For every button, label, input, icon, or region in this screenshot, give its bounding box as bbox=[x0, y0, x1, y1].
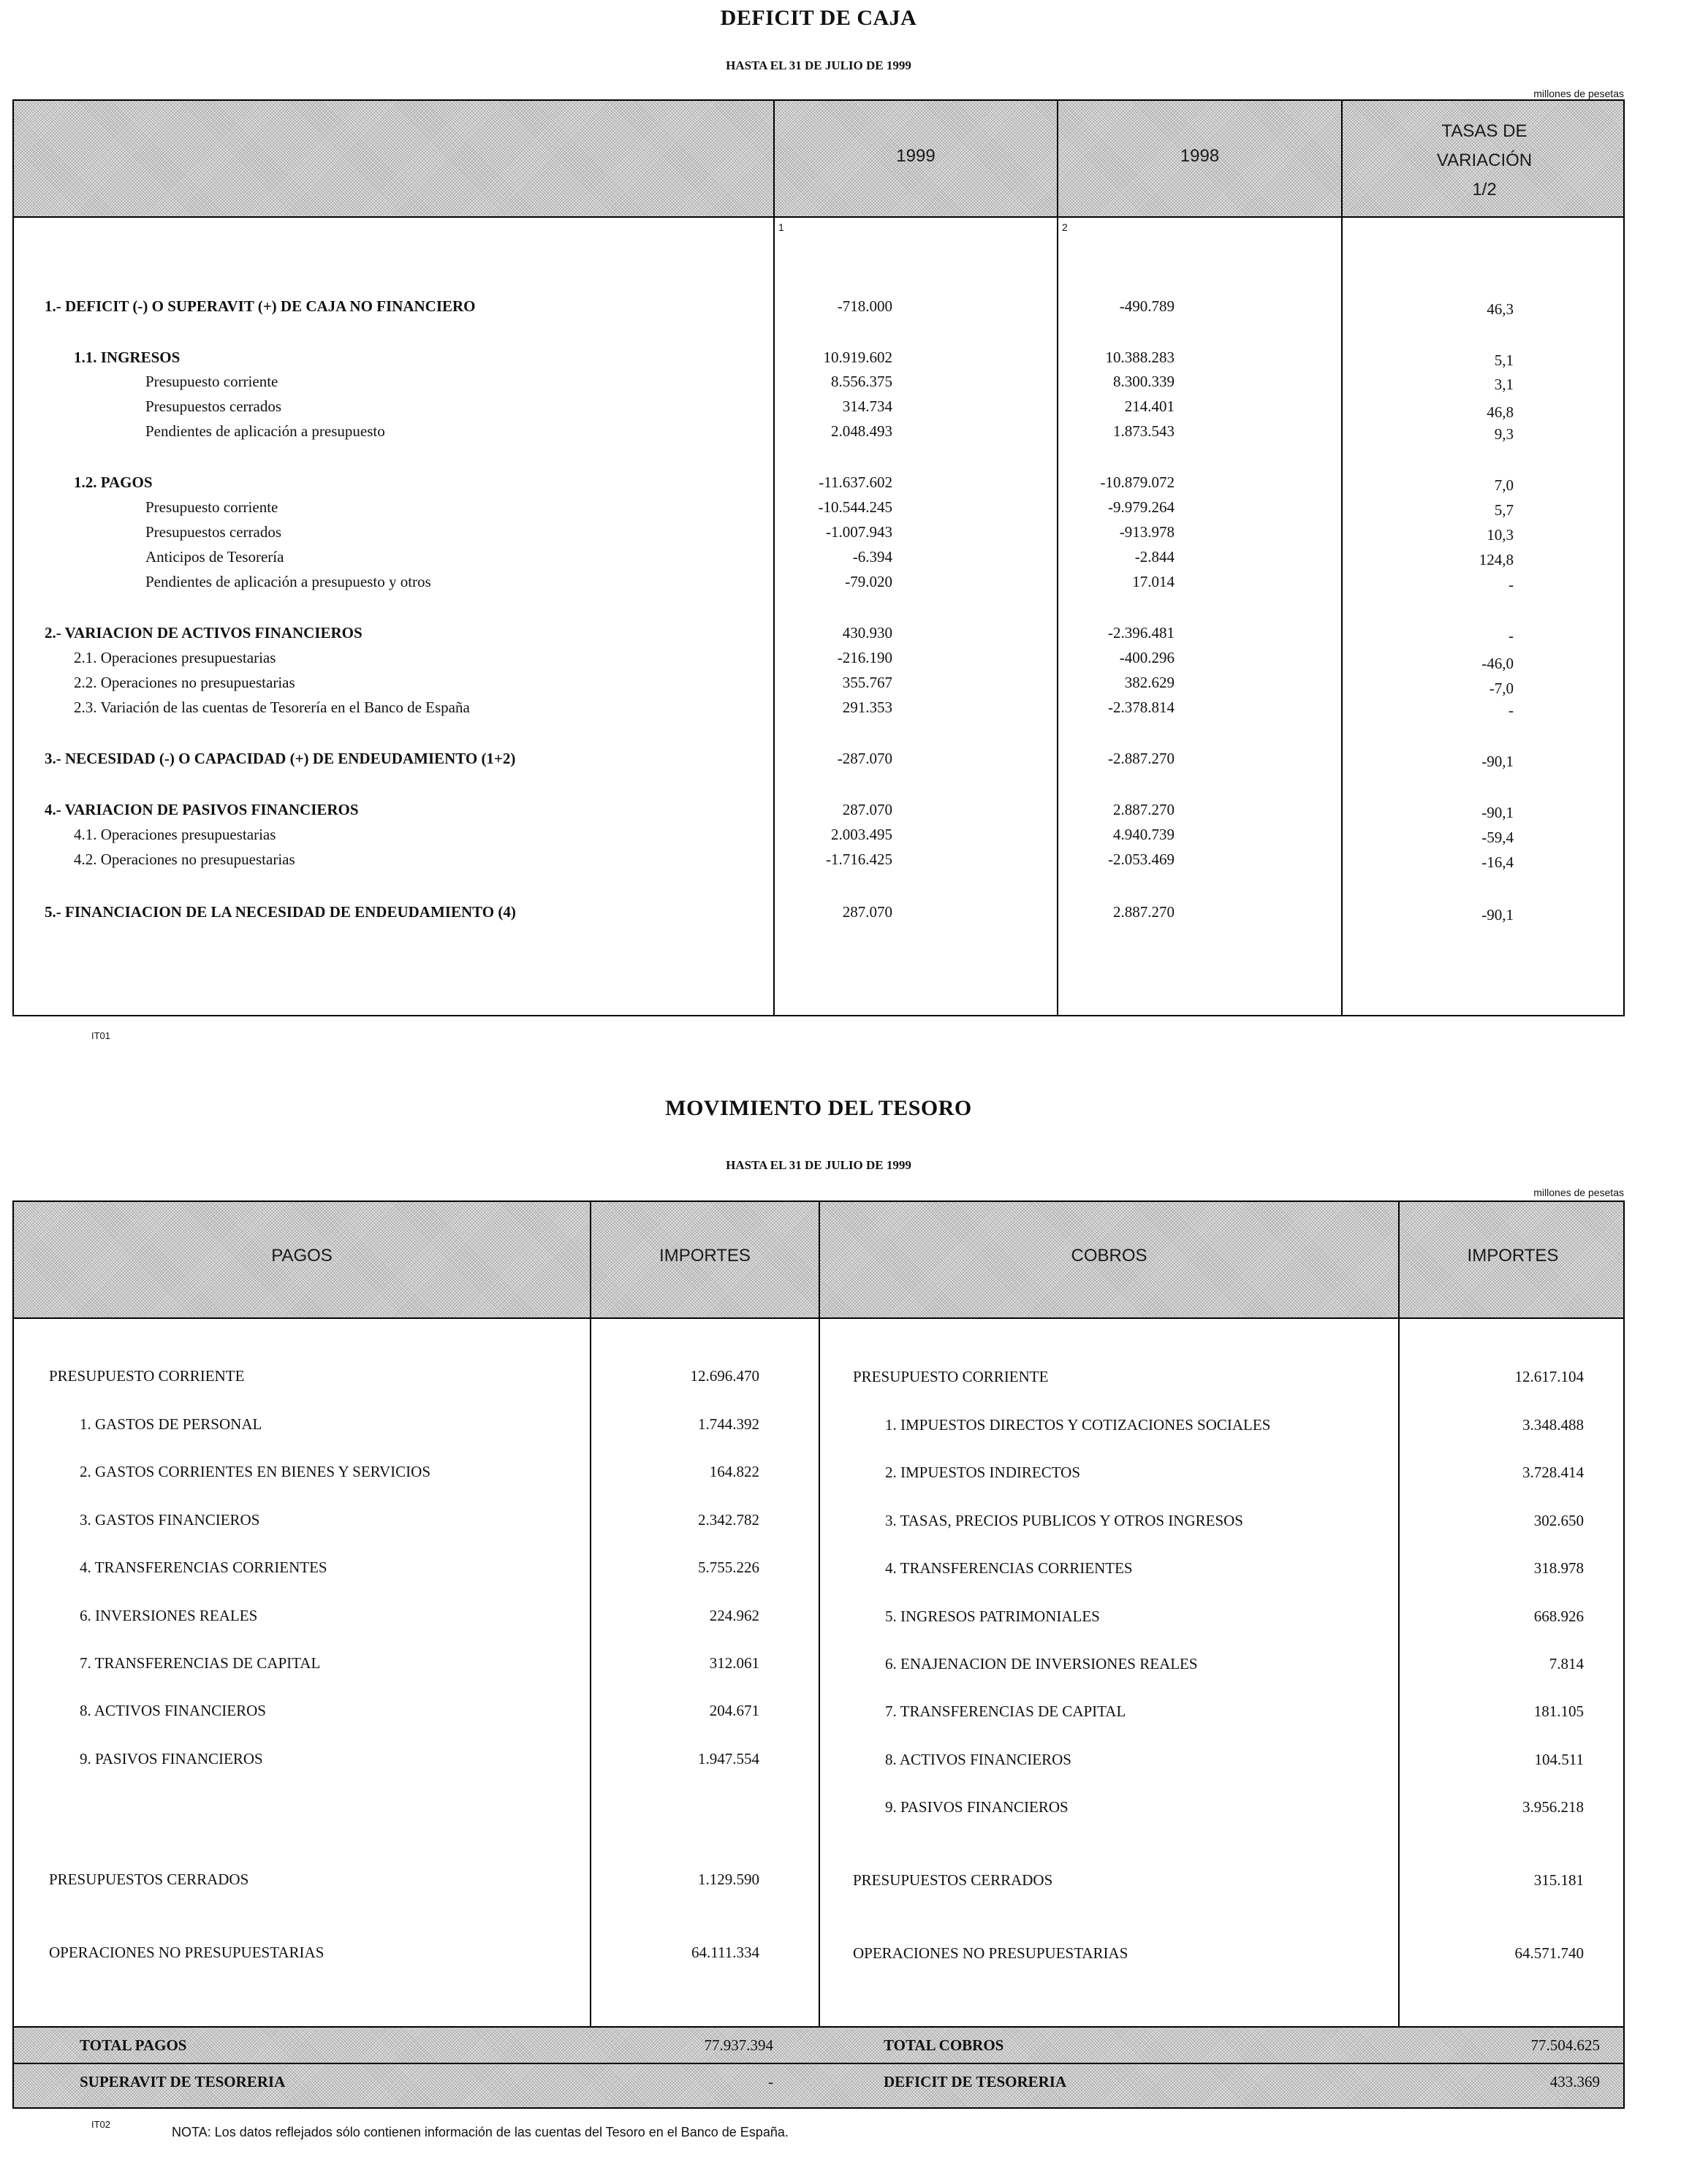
units-label: millones de pesetas bbox=[1533, 88, 1624, 99]
value-1999: -1.716.425 bbox=[826, 851, 892, 868]
total-pagos-label: TOTAL PAGOS bbox=[80, 2036, 187, 2054]
pagos-label: OPERACIONES NO PRESUPUESTARIAS bbox=[49, 1944, 325, 1961]
value-1998: -10.879.072 bbox=[1100, 473, 1175, 491]
value-1999: -6.394 bbox=[852, 548, 892, 566]
rate-variacion: 46,8 bbox=[1487, 403, 1514, 421]
value-1999: -287.070 bbox=[837, 750, 892, 767]
rate-variacion: - bbox=[1509, 701, 1514, 719]
value-1999: 314.734 bbox=[842, 397, 892, 415]
rate-variacion: 46,3 bbox=[1487, 300, 1514, 318]
cobros-value: 12.617.104 bbox=[1514, 1368, 1584, 1385]
deficit-caja-title: DEFICIT DE CAJA bbox=[720, 6, 917, 30]
pagos-value: 2.342.782 bbox=[698, 1511, 759, 1529]
cobros-row bbox=[14, 1942, 1623, 1964]
rate-variacion: - bbox=[1509, 576, 1514, 593]
value-1998: 8.300.339 bbox=[1113, 373, 1175, 390]
saldo-row bbox=[14, 2063, 1623, 2107]
value-1999: 355.767 bbox=[842, 674, 892, 691]
pagos-label: 6. INVERSIONES REALES bbox=[80, 1607, 258, 1624]
table-row bbox=[14, 749, 1623, 768]
row-label: 3.- NECESIDAD (-) O CAPACIDAD (+) DE ENDEUDAMIENTO (1+2) bbox=[45, 750, 516, 767]
value-1998: 214.401 bbox=[1124, 397, 1175, 415]
pagos-value: 1.129.590 bbox=[698, 1871, 759, 1888]
row-label: Pendientes de aplicación a presupuesto bbox=[145, 422, 385, 440]
table-row bbox=[14, 572, 1623, 591]
rate-variacion: -16,4 bbox=[1481, 853, 1514, 871]
deficit-caja-table bbox=[12, 99, 1625, 1016]
cobros-label: 4. TRANSFERENCIAS CORRIENTES bbox=[885, 1559, 1133, 1577]
cobros-label: 2. IMPUESTOS INDIRECTOS bbox=[885, 1464, 1081, 1481]
value-1998: -490.789 bbox=[1119, 297, 1175, 315]
table-code-it02: IT02 bbox=[91, 2119, 111, 2130]
table-row bbox=[14, 297, 1623, 316]
rate-variacion: 7,0 bbox=[1494, 476, 1514, 494]
pagos-value: 164.822 bbox=[709, 1463, 759, 1480]
table-row bbox=[14, 825, 1623, 844]
cobros-row bbox=[14, 1700, 1623, 1722]
row-label: Anticipos de Tesorería bbox=[145, 548, 284, 566]
rate-variacion: -7,0 bbox=[1489, 680, 1514, 697]
cobros-label: 1. IMPUESTOS DIRECTOS Y COTIZACIONES SOCIALES bbox=[885, 1416, 1271, 1434]
cobros-value: 668.926 bbox=[1533, 1607, 1584, 1625]
value-1998: 1.873.543 bbox=[1113, 422, 1175, 440]
row-label: Pendientes de aplicación a presupuesto y otros bbox=[145, 573, 431, 590]
value-1998: 10.388.283 bbox=[1105, 349, 1175, 366]
table-code-it01: IT01 bbox=[91, 1030, 111, 1041]
pagos-label: 3. GASTOS FINANCIEROS bbox=[80, 1511, 260, 1529]
rate-variacion: -90,1 bbox=[1481, 906, 1514, 924]
row-label: 2.1. Operaciones presupuestarias bbox=[74, 649, 276, 666]
table-row bbox=[14, 498, 1623, 517]
pagos-label: 2. GASTOS CORRIENTES EN BIENES Y SERVICIOS bbox=[80, 1463, 430, 1480]
header-tasas-line3: 1/2 bbox=[1472, 180, 1497, 199]
nota-text: NOTA: Los datos reflejados sólo contienen información de las cuentas del Tesoro en el Banco de España. bbox=[172, 2125, 789, 2139]
table-row bbox=[14, 902, 1623, 924]
pagos-value: 12.696.470 bbox=[690, 1367, 759, 1385]
col-number-2: 2 bbox=[1062, 221, 1068, 233]
cobros-label: 9. PASIVOS FINANCIEROS bbox=[885, 1798, 1069, 1816]
rate-variacion: 5,7 bbox=[1494, 501, 1514, 519]
table-row bbox=[14, 648, 1623, 672]
cobros-row bbox=[14, 1653, 1623, 1675]
row-label: 1.- DEFICIT (-) O SUPERAVIT (+) DE CAJA NO FINANCIERO bbox=[45, 297, 476, 315]
value-1998: 2.887.270 bbox=[1113, 801, 1175, 818]
value-1999: 430.930 bbox=[842, 624, 892, 642]
row-label: 4.2. Operaciones no presupuestarias bbox=[74, 851, 295, 868]
cobros-row bbox=[14, 1557, 1623, 1579]
value-1999: -1.007.943 bbox=[826, 523, 892, 541]
value-1998: -2.378.814 bbox=[1108, 699, 1175, 716]
value-1999: 287.070 bbox=[842, 801, 892, 818]
value-1998: -400.296 bbox=[1119, 649, 1175, 666]
table-row bbox=[14, 800, 1623, 819]
cobros-row bbox=[14, 1869, 1623, 1891]
rate-variacion: -90,1 bbox=[1481, 753, 1514, 770]
cobros-value: 318.978 bbox=[1533, 1559, 1584, 1577]
row-label: 2.3. Variación de las cuentas de Tesorería en el Banco de España bbox=[74, 699, 470, 716]
rate-variacion: - bbox=[1509, 627, 1514, 644]
pagos-value: 204.671 bbox=[709, 1702, 759, 1719]
cobros-row bbox=[14, 1796, 1623, 1818]
header-cobros: COBROS bbox=[1071, 1246, 1147, 1266]
row-label: 1.2. PAGOS bbox=[74, 473, 153, 491]
deficit-value: 433.369 bbox=[1549, 2073, 1600, 2090]
rate-variacion: -59,4 bbox=[1481, 829, 1514, 846]
value-1999: 2.003.495 bbox=[831, 826, 892, 843]
row-label: Presupuesto corriente bbox=[145, 373, 278, 390]
value-1999: -11.637.602 bbox=[819, 473, 892, 491]
row-label: Presupuestos cerrados bbox=[145, 397, 282, 415]
table-row bbox=[14, 698, 1623, 717]
row-label: Presupuestos cerrados bbox=[145, 523, 282, 541]
superavit-label: SUPERAVIT DE TESORERIA bbox=[80, 2073, 286, 2090]
table-row bbox=[14, 850, 1623, 869]
cobros-value: 302.650 bbox=[1533, 1512, 1584, 1529]
rate-variacion: 9,3 bbox=[1494, 425, 1514, 443]
cobros-label: OPERACIONES NO PRESUPUESTARIAS bbox=[853, 1944, 1128, 1962]
table-row bbox=[14, 372, 1623, 391]
value-1998: 17.014 bbox=[1132, 573, 1175, 590]
row-label: 5.- FINANCIACION DE LA NECESIDAD DE ENDEUDAMIENTO (4) bbox=[45, 903, 516, 921]
table-row bbox=[14, 473, 1623, 492]
cobros-row bbox=[14, 1749, 1623, 1770]
cobros-value: 3.956.218 bbox=[1522, 1798, 1584, 1816]
movimiento-tesoro-subtitle: HASTA EL 31 DE JULIO DE 1999 bbox=[726, 1158, 911, 1172]
cobros-value: 3.728.414 bbox=[1522, 1464, 1584, 1481]
value-1999: -216.190 bbox=[837, 649, 892, 666]
header-pagos: PAGOS bbox=[271, 1246, 333, 1266]
row-label: 2.2. Operaciones no presupuestarias bbox=[74, 674, 295, 691]
row-label: 4.- VARIACION DE PASIVOS FINANCIEROS bbox=[45, 801, 359, 818]
header-tasas-line2: VARIACIÓN bbox=[1436, 151, 1533, 170]
cobros-label: 7. TRANSFERENCIAS DE CAPITAL bbox=[885, 1702, 1126, 1720]
table-row bbox=[14, 348, 1623, 367]
header-tasas bbox=[1343, 117, 1626, 205]
cobros-label: PRESUPUESTOS CERRADOS bbox=[853, 1871, 1053, 1889]
value-1999: -718.000 bbox=[837, 297, 892, 315]
table-row bbox=[14, 422, 1623, 441]
deficit-label: DEFICIT DE TESORERIA bbox=[884, 2073, 1067, 2090]
col-number-1: 1 bbox=[778, 221, 784, 233]
pagos-value: 64.111.334 bbox=[691, 1944, 759, 1961]
value-1999: 291.353 bbox=[842, 699, 892, 716]
total-cobros-label: TOTAL COBROS bbox=[884, 2036, 1004, 2054]
row-label: Presupuesto corriente bbox=[145, 498, 278, 516]
table-row bbox=[14, 522, 1623, 544]
value-1998: -2.887.270 bbox=[1108, 750, 1175, 767]
header-importes-cobros: IMPORTES bbox=[1467, 1246, 1559, 1266]
table-row bbox=[14, 547, 1623, 566]
pagos-value: 312.061 bbox=[709, 1654, 759, 1672]
movimiento-tesoro-table bbox=[12, 1201, 1625, 2109]
cobros-value: 315.181 bbox=[1533, 1871, 1584, 1889]
pagos-label: 9. PASIVOS FINANCIEROS bbox=[80, 1750, 263, 1768]
value-1998: 2.887.270 bbox=[1113, 903, 1175, 921]
header-1998: 1998 bbox=[1180, 146, 1220, 166]
cobros-value: 7.814 bbox=[1549, 1655, 1584, 1673]
pagos-value: 224.962 bbox=[709, 1607, 759, 1624]
header-1999: 1999 bbox=[896, 146, 936, 166]
value-1999: 10.919.602 bbox=[823, 349, 892, 366]
deficit-caja-subtitle: HASTA EL 31 DE JULIO DE 1999 bbox=[726, 58, 911, 72]
header-tasas-line1: TASAS DE bbox=[1441, 121, 1528, 141]
value-1999: 287.070 bbox=[842, 903, 892, 921]
row-label: 4.1. Operaciones presupuestarias bbox=[74, 826, 276, 843]
value-1998: -2.053.469 bbox=[1108, 851, 1175, 868]
cobros-value: 3.348.488 bbox=[1522, 1416, 1584, 1434]
table-row bbox=[14, 397, 1623, 421]
value-1998: -2.396.481 bbox=[1108, 624, 1175, 642]
cobros-label: PRESUPUESTO CORRIENTE bbox=[853, 1368, 1049, 1385]
value-1998: -2.844 bbox=[1134, 548, 1175, 566]
total-pagos-value: 77.937.394 bbox=[704, 2036, 773, 2054]
pagos-label: 4. TRANSFERENCIAS CORRIENTES bbox=[80, 1559, 327, 1576]
value-1998: -913.978 bbox=[1119, 523, 1175, 541]
value-1999: 8.556.375 bbox=[831, 373, 892, 390]
table-row bbox=[14, 623, 1623, 642]
cobros-value: 181.105 bbox=[1533, 1702, 1584, 1720]
row-label: 1.1. INGRESOS bbox=[74, 349, 181, 366]
cobros-row bbox=[14, 1510, 1623, 1532]
value-1999: -79.020 bbox=[845, 573, 892, 590]
total-row bbox=[14, 2026, 1623, 2063]
cobros-value: 104.511 bbox=[1534, 1751, 1584, 1768]
pagos-value: 1.947.554 bbox=[698, 1750, 759, 1768]
row-label: 2.- VARIACION DE ACTIVOS FINANCIEROS bbox=[45, 624, 363, 642]
units-label-2: millones de pesetas bbox=[1533, 1187, 1624, 1198]
pagos-label: PRESUPUESTO CORRIENTE bbox=[49, 1367, 245, 1385]
header-importes-pagos: IMPORTES bbox=[659, 1246, 751, 1266]
rate-variacion: 3,1 bbox=[1494, 376, 1514, 393]
rate-variacion: 10,3 bbox=[1487, 526, 1514, 544]
cobros-label: 5. INGRESOS PATRIMONIALES bbox=[885, 1607, 1100, 1625]
superavit-value: - bbox=[768, 2073, 773, 2090]
cobros-label: 3. TASAS, PRECIOS PUBLICOS Y OTROS INGRESOS bbox=[885, 1512, 1243, 1529]
cobros-value: 64.571.740 bbox=[1514, 1944, 1584, 1962]
rate-variacion: 124,8 bbox=[1479, 551, 1514, 568]
cobros-row bbox=[14, 1366, 1623, 1388]
pagos-label: PRESUPUESTOS CERRADOS bbox=[49, 1871, 249, 1888]
cobros-label: 8. ACTIVOS FINANCIEROS bbox=[885, 1751, 1071, 1768]
rate-variacion: -46,0 bbox=[1481, 655, 1514, 672]
rate-variacion: -90,1 bbox=[1481, 804, 1514, 821]
value-1999: 2.048.493 bbox=[831, 422, 892, 440]
pagos-value: 1.744.392 bbox=[698, 1415, 759, 1433]
total-cobros-value: 77.504.625 bbox=[1530, 2036, 1600, 2054]
cobros-row bbox=[14, 1414, 1623, 1436]
cobros-label: 6. ENAJENACION DE INVERSIONES REALES bbox=[885, 1655, 1198, 1673]
value-1998: -9.979.264 bbox=[1108, 498, 1175, 516]
table-row bbox=[14, 673, 1623, 697]
value-1998: 4.940.739 bbox=[1113, 826, 1175, 843]
movimiento-tesoro-title: MOVIMIENTO DEL TESORO bbox=[665, 1096, 972, 1120]
value-1998: 382.629 bbox=[1124, 674, 1175, 691]
cobros-row bbox=[14, 1461, 1623, 1483]
pagos-label: 1. GASTOS DE PERSONAL bbox=[80, 1415, 262, 1433]
value-1999: -10.544.245 bbox=[818, 498, 892, 516]
pagos-label: 8. ACTIVOS FINANCIEROS bbox=[80, 1702, 266, 1719]
cobros-row bbox=[14, 1605, 1623, 1627]
rate-variacion: 5,1 bbox=[1494, 351, 1514, 369]
pagos-value: 5.755.226 bbox=[698, 1559, 759, 1576]
pagos-label: 7. TRANSFERENCIAS DE CAPITAL bbox=[80, 1654, 321, 1672]
